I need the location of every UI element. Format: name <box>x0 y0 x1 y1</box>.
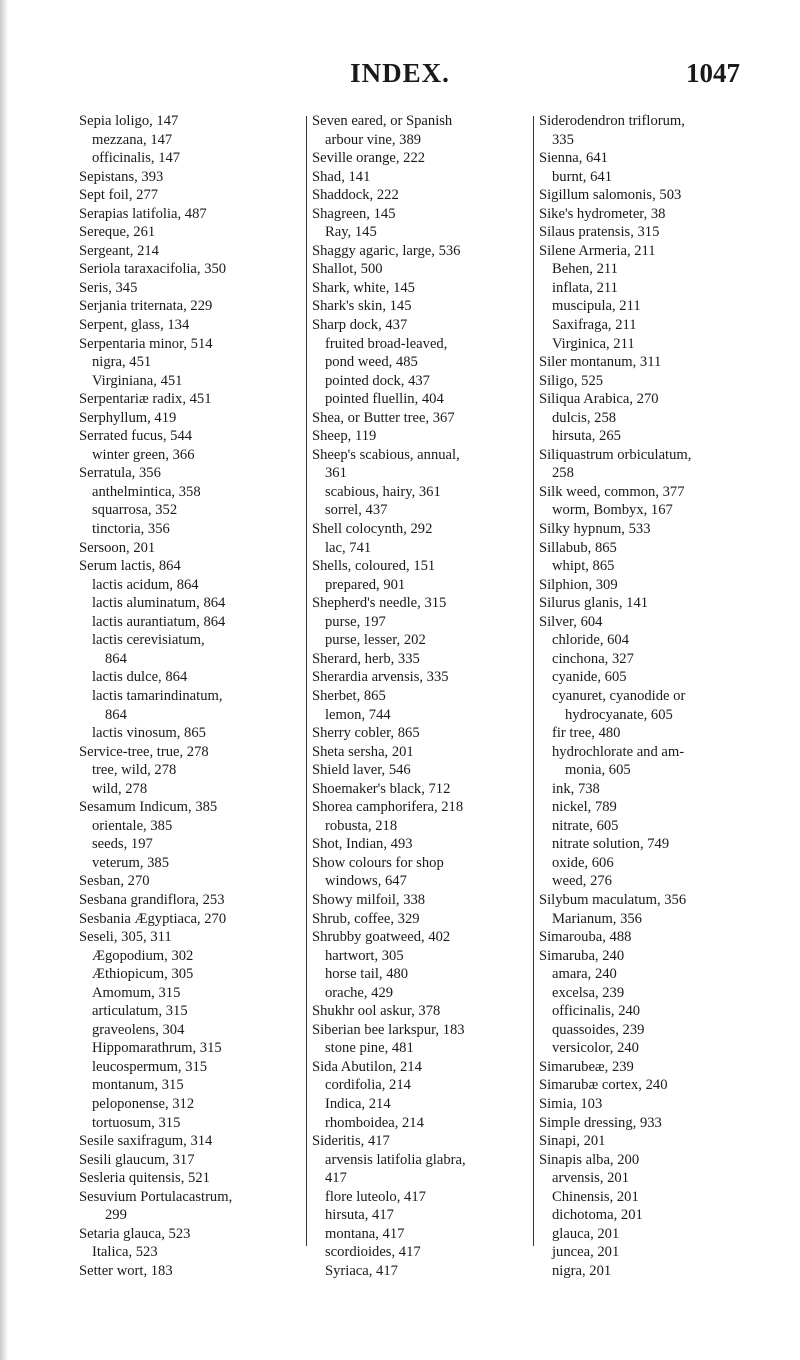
index-entry: Serphyllum, 419 <box>79 409 177 426</box>
index-entry: montanum, 315 <box>92 1077 184 1094</box>
index-entry: Sesban, 270 <box>79 873 150 890</box>
index-entry: Shoemaker's black, 712 <box>312 780 451 797</box>
index-entry: Service-tree, true, 278 <box>79 743 209 760</box>
index-entry: cyanuret, cyanodide or <box>552 687 686 704</box>
index-entry: Simarubæ cortex, 240 <box>539 1077 668 1094</box>
index-entry: hydrocyanate, 605 <box>565 706 673 723</box>
index-entry: lactis aurantiatum, 864 <box>92 613 226 630</box>
index-entry: Ægopodium, 302 <box>92 947 194 964</box>
index-entry: glauca, 201 <box>552 1225 620 1242</box>
index-entry: Behen, 211 <box>552 261 618 278</box>
index-entry: fir tree, 480 <box>552 725 621 742</box>
index-entry: purse, lesser, 202 <box>325 632 426 649</box>
index-entry: nigra, 451 <box>92 354 152 371</box>
index-entry: Seris, 345 <box>79 279 138 296</box>
index-entry: monia, 605 <box>565 762 631 779</box>
index-entry: lactis dulce, 864 <box>92 669 188 686</box>
index-entry: lactis vinosum, 865 <box>92 725 206 742</box>
index-entry: flore luteolo, 417 <box>325 1188 426 1205</box>
index-entry: Shield laver, 546 <box>312 762 411 779</box>
index-entry: stone pine, 481 <box>325 1040 414 1057</box>
index-entry: Sherry cobler, 865 <box>312 725 420 742</box>
index-entry: whipt, 865 <box>552 558 615 575</box>
index-entry: leucospermum, 315 <box>92 1058 208 1075</box>
index-entry: orache, 429 <box>325 984 394 1001</box>
index-entry: Simple dressing, 933 <box>539 1114 662 1131</box>
index-entry: inflata, 211 <box>552 279 618 296</box>
index-entry: Serapias latifolia, 487 <box>79 205 207 222</box>
index-entry: tortuosum, 315 <box>92 1114 181 1131</box>
index-entry: officinalis, 240 <box>552 1003 641 1020</box>
index-entry: lactis cerevisiatum, <box>92 632 205 649</box>
index-entry: Sideritis, 417 <box>312 1133 390 1150</box>
index-entry: robusta, 218 <box>325 817 398 834</box>
index-entry: horse tail, 480 <box>325 966 409 983</box>
index-entry: orientale, 385 <box>92 817 173 834</box>
index-entry: nickel, 789 <box>552 799 617 816</box>
index-entry: 864 <box>105 706 127 723</box>
index-entry: Silky hypnum, 533 <box>539 521 651 538</box>
index-entry: chloride, 604 <box>552 632 630 649</box>
index-entry: prepared, 901 <box>325 576 406 593</box>
index-entry: versicolor, 240 <box>552 1040 639 1057</box>
index-entry: Sheep's scabious, annual, <box>312 446 460 463</box>
index-entry: pointed dock, 437 <box>325 372 430 389</box>
index-entry: dichotoma, 201 <box>552 1207 643 1224</box>
index-entry: peloponense, 312 <box>92 1095 195 1112</box>
page-edge-shadow <box>0 0 8 1360</box>
index-entry: nitrate, 605 <box>552 817 619 834</box>
index-entry: Siler montanum, 311 <box>539 354 662 371</box>
index-entry: Sept foil, 277 <box>79 187 159 204</box>
index-entry: scordioides, 417 <box>325 1244 421 1261</box>
index-entry: Show colours for shop <box>312 854 444 871</box>
index-entry: scabious, hairy, 361 <box>325 483 441 500</box>
index-entry: Silurus glanis, 141 <box>539 595 649 612</box>
index-entry: arbour vine, 389 <box>325 131 422 148</box>
index-entry: Silene Armeria, 211 <box>539 242 656 259</box>
index-entry: cordifolia, 214 <box>325 1077 411 1094</box>
index-entry: Siliqua Arabica, 270 <box>539 391 659 408</box>
index-entry: Simarouba, 488 <box>539 929 632 946</box>
index-entry: Sinapis alba, 200 <box>539 1151 640 1168</box>
index-entry: Sheta sersha, 201 <box>312 743 414 760</box>
index-entry: anthelmintica, 358 <box>92 483 201 500</box>
index-entry: Shagreen, 145 <box>312 205 396 222</box>
index-entry: Shorea camphorifera, 218 <box>312 799 464 816</box>
index-entry: Shaddock, 222 <box>312 187 399 204</box>
index-entry: Sinapi, 201 <box>539 1133 606 1150</box>
index-entry: nigra, 201 <box>552 1262 612 1279</box>
index-entry: Setaria glauca, 523 <box>79 1225 191 1242</box>
index-entry: quassoides, 239 <box>552 1021 645 1038</box>
index-entry: pointed fluellin, 404 <box>325 391 444 408</box>
index-entry: seeds, 197 <box>92 836 153 853</box>
index-entry: Italica, 523 <box>92 1244 158 1261</box>
index-entry: Marianum, 356 <box>552 910 642 927</box>
index-entry: Amomum, 315 <box>92 984 181 1001</box>
index-entry: Shark's skin, 145 <box>312 298 412 315</box>
index-entry: lemon, 744 <box>325 706 391 723</box>
index-entry: Sheep, 119 <box>312 428 377 445</box>
index-entry: Sherbet, 865 <box>312 687 386 704</box>
index-entry: Seville orange, 222 <box>312 150 426 167</box>
index-entry: excelsa, 239 <box>552 984 625 1001</box>
index-entry: Serratula, 356 <box>79 465 161 482</box>
index-entry: montana, 417 <box>325 1225 405 1242</box>
index-entry: Shaggy agaric, large, 536 <box>312 242 461 259</box>
index-entry: Sesuvium Portulacastrum, <box>79 1188 233 1205</box>
index-entry: Sillabub, 865 <box>539 539 617 556</box>
index-entry: 258 <box>552 465 574 482</box>
index-entry: Serrated fucus, 544 <box>79 428 193 445</box>
index-entry: lactis aluminatum, 864 <box>92 595 226 612</box>
index-entry: Shukhr ool askur, 378 <box>312 1003 441 1020</box>
page-number: 1047 <box>686 58 740 88</box>
index-entry: oxide, 606 <box>552 854 614 871</box>
index-entry: Silybum maculatum, 356 <box>539 891 687 908</box>
index-entry: amara, 240 <box>552 966 617 983</box>
index-entry: mezzana, 147 <box>92 131 173 148</box>
index-column-3 <box>539 112 761 1280</box>
index-entry: lactis tamarindinatum, <box>92 687 223 704</box>
index-entry: nitrate solution, 749 <box>552 836 670 853</box>
index-entry: Sesile saxifragum, 314 <box>79 1133 213 1150</box>
index-entry: Siderodendron triflorum, <box>539 113 685 129</box>
index-entry: Serum lactis, 864 <box>79 558 181 575</box>
index-entry: Silk weed, common, 377 <box>539 483 685 500</box>
index-entry: Silaus pratensis, 315 <box>539 224 660 241</box>
index-entry: Sherardia arvensis, 335 <box>312 669 449 686</box>
index-entry: windows, 647 <box>325 873 407 890</box>
index-entry: Shepherd's needle, 315 <box>312 595 447 612</box>
index-entry: Sersoon, 201 <box>79 539 156 556</box>
index-entry: Sigillum salomonis, 503 <box>539 187 682 204</box>
index-entry: officinalis, 147 <box>92 150 181 167</box>
index-entry: Sesleria quitensis, 521 <box>79 1170 210 1187</box>
index-entry: ink, 738 <box>552 780 600 797</box>
index-entry: Simarubeæ, 239 <box>539 1058 634 1075</box>
index-entry: squarrosa, 352 <box>92 502 178 519</box>
column-divider <box>306 116 307 1246</box>
index-entry: tinctoria, 356 <box>92 521 170 538</box>
index-entry: Hippomarathrum, 315 <box>92 1040 222 1057</box>
index-entry: Seriola taraxacifolia, 350 <box>79 261 227 278</box>
index-entry: Shell colocynth, 292 <box>312 521 433 538</box>
index-entry: Simia, 103 <box>539 1095 603 1112</box>
page-header <box>0 54 800 94</box>
index-entry: tree, wild, 278 <box>92 762 177 779</box>
index-entry: Sesbana grandiflora, 253 <box>79 891 225 908</box>
index-entry: Serpentaria minor, 514 <box>79 335 213 352</box>
index-entry: Sesamum Indicum, 385 <box>79 799 218 816</box>
index-entry: Sharp dock, 437 <box>312 317 408 334</box>
index-entry: 864 <box>105 650 127 667</box>
index-column-1 <box>79 112 305 1280</box>
index-entry: lactis acidum, 864 <box>92 576 199 593</box>
index-entry: 361 <box>325 465 347 482</box>
index-entry: Seseli, 305, 311 <box>79 929 172 946</box>
index-entry: Sienna, 641 <box>539 150 608 167</box>
index-entry: Showy milfoil, 338 <box>312 891 426 908</box>
index-entry: Sesili glaucum, 317 <box>79 1151 195 1168</box>
index-entry: Silver, 604 <box>539 613 603 630</box>
index-entry: 417 <box>325 1170 347 1187</box>
index-entry: purse, 197 <box>325 613 386 630</box>
index-entry: Sepia loligo, 147 <box>79 113 179 129</box>
index-entry: Indica, 214 <box>325 1095 391 1112</box>
index-entry: Syriaca, 417 <box>325 1262 398 1279</box>
index-entry: graveolens, 304 <box>92 1021 185 1038</box>
index-entry: pond weed, 485 <box>325 354 418 371</box>
index-entry: Sida Abutilon, 214 <box>312 1058 422 1075</box>
index-entry: cinchona, 327 <box>552 650 634 667</box>
index-entry: Sereque, 261 <box>79 224 156 241</box>
index-entry: muscipula, 211 <box>552 298 641 315</box>
page-title: INDEX. <box>350 58 450 88</box>
index-entry: Shea, or Butter tree, 367 <box>312 409 455 426</box>
index-entry: rhomboidea, 214 <box>325 1114 424 1131</box>
index-entry: Siberian bee larkspur, 183 <box>312 1021 465 1038</box>
index-entry: Shark, white, 145 <box>312 279 415 296</box>
index-entry: 299 <box>105 1207 127 1224</box>
index-entry: Shrub, coffee, 329 <box>312 910 420 927</box>
index-entry: Serjania triternata, 229 <box>79 298 213 315</box>
index-entry: 335 <box>552 131 574 148</box>
index-entry: Serpent, glass, 134 <box>79 317 190 334</box>
index-entry: Virginiana, 451 <box>92 372 183 389</box>
index-entry: hartwort, 305 <box>325 947 404 964</box>
index-entry: arvensis, 201 <box>552 1170 630 1187</box>
index-entry: Sike's hydrometer, 38 <box>539 205 666 222</box>
index-entry: Sherard, herb, 335 <box>312 650 420 667</box>
index-entry: Silphion, 309 <box>539 576 618 593</box>
index-entry: winter green, 366 <box>92 446 195 463</box>
index-entry: dulcis, 258 <box>552 409 617 426</box>
index-entry: Ray, 145 <box>325 224 377 241</box>
index-entry: Shallot, 500 <box>312 261 383 278</box>
index-entry: Virginica, 211 <box>552 335 635 352</box>
index-entry: Sesbania Ægyptiaca, 270 <box>79 910 227 927</box>
index-entry: Sepistans, 393 <box>79 168 164 185</box>
index-entry: Shrubby goatweed, 402 <box>312 929 451 946</box>
index-entry: Siligo, 525 <box>539 372 604 389</box>
index-entry: Seven eared, or Spanish <box>312 113 453 129</box>
index-entry: veterum, 385 <box>92 854 170 871</box>
index-entry: Shad, 141 <box>312 168 371 185</box>
index-column-2 <box>312 112 532 1280</box>
index-entry: arvensis latifolia glabra, <box>325 1151 466 1168</box>
index-entry: Simaruba, 240 <box>539 947 625 964</box>
index-entry: sorrel, 437 <box>325 502 388 519</box>
index-entry: Saxifraga, 211 <box>552 317 637 334</box>
index-entry: hirsuta, 265 <box>552 428 621 445</box>
index-entry: Setter wort, 183 <box>79 1262 173 1279</box>
index-entry: Shot, Indian, 493 <box>312 836 413 853</box>
index-entry: Chinensis, 201 <box>552 1188 639 1205</box>
index-entry: fruited broad-leaved, <box>325 335 448 352</box>
index-entry: Siliquastrum orbiculatum, <box>539 446 692 463</box>
index-entry: lac, 741 <box>325 539 372 556</box>
index-entry: hydrochlorate and am- <box>552 743 685 760</box>
index-entry: cyanide, 605 <box>552 669 627 686</box>
index-entry: Æthiopicum, 305 <box>92 966 194 983</box>
index-entry: juncea, 201 <box>552 1244 620 1261</box>
index-entry: Serpentariæ radix, 451 <box>79 391 212 408</box>
column-divider <box>533 116 534 1246</box>
index-entry: wild, 278 <box>92 780 148 797</box>
index-entry: burnt, 641 <box>552 168 612 185</box>
index-entry: weed, 276 <box>552 873 612 890</box>
index-entry: Sergeant, 214 <box>79 242 159 259</box>
index-entry: worm, Bombyx, 167 <box>552 502 673 519</box>
index-entry: hirsuta, 417 <box>325 1207 394 1224</box>
index-entry: Shells, coloured, 151 <box>312 558 436 575</box>
index-entry: articulatum, 315 <box>92 1003 188 1020</box>
